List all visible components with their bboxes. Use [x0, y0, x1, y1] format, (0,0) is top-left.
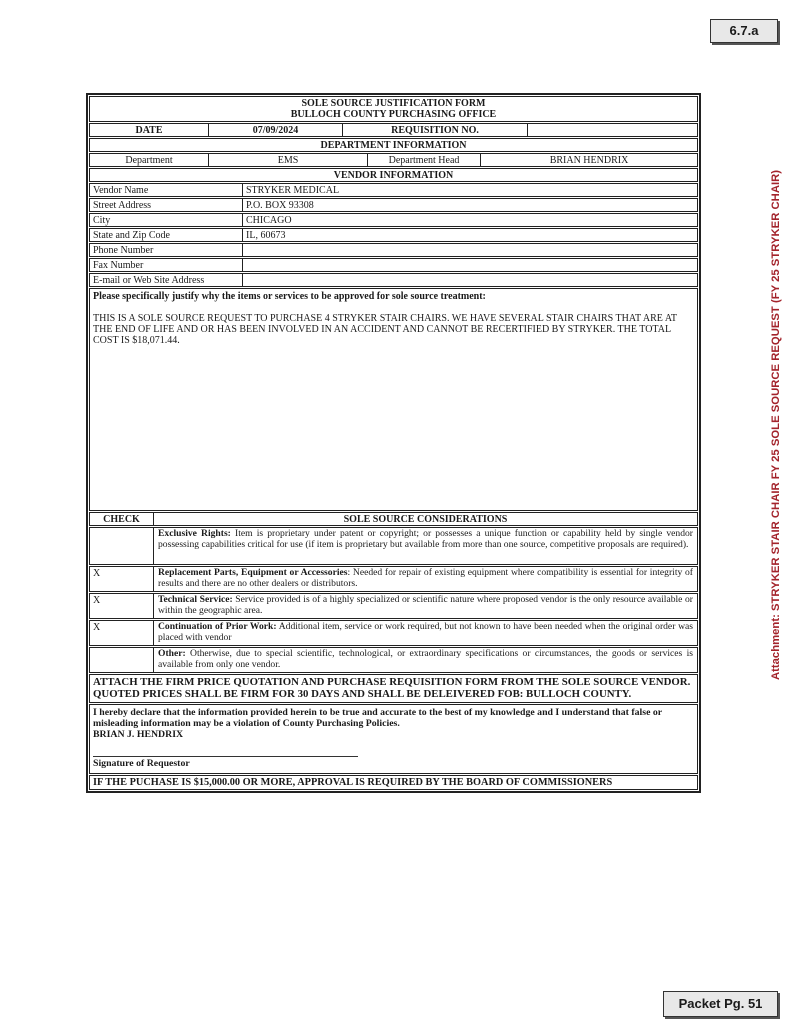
vendor-label: Phone Number — [90, 244, 243, 256]
consideration-title: Exclusive Rights: — [158, 528, 231, 539]
agenda-item-badge: 6.7.a — [710, 19, 778, 43]
consideration-title: Other: — [158, 648, 186, 659]
consideration-row — [89, 593, 698, 619]
signature-label: Signature of Requestor — [93, 758, 190, 769]
declaration-text: I hereby declare that the information provided herein to be true and accurate to the best of my knowledge and I understand that false or misleading information may be a violation of County Purchasing Policies. — [93, 707, 662, 729]
vendor-value: STRYKER MEDICAL — [246, 185, 340, 196]
consideration-desc — [154, 648, 697, 672]
consideration-title: Replacement Parts, Equipment or Accessories — [158, 567, 348, 578]
vendor-row — [89, 243, 698, 257]
vendor-value — [243, 274, 697, 286]
requisition-label: REQUISITION NO. — [343, 124, 528, 136]
vendor-row — [89, 258, 698, 272]
consideration-row — [89, 527, 698, 565]
department-value: EMS — [209, 154, 368, 166]
date-row — [89, 123, 698, 137]
approval-note: IF THE PUCHASE IS $15,000.00 OR MORE, APPROVAL IS REQUIRED BY THE BOARD OF COMMISSIONERS — [89, 775, 698, 790]
vendor-label: Street Address — [90, 199, 243, 211]
consideration-desc — [154, 528, 697, 564]
date-value: 07/09/2024 — [209, 124, 343, 136]
consideration-row — [89, 620, 698, 646]
considerations-header-row — [89, 512, 698, 526]
packet-page-badge: Packet Pg. 51 — [663, 991, 778, 1017]
consideration-check — [90, 528, 154, 564]
vendor-label: City — [90, 214, 243, 226]
consideration-row — [89, 566, 698, 592]
consideration-check: X — [90, 567, 154, 591]
consideration-title: Continuation of Prior Work: — [158, 621, 277, 632]
declaration-box — [89, 704, 698, 774]
justification-text: THIS IS A SOLE SOURCE REQUEST TO PURCHASE 4 STRYKER STAIR CHAIRS. WE HAVE SEVERAL STAIR CHAIRS THAT ARE AT THE END OF LIFE AND OR HAS BEEN INVOLVED IN AN ACCIDENT AND CANNOT BE RECERTIFIED BY STRYKER. THE TOTAL COST IS $18,071.44. — [93, 313, 677, 346]
vendor-row — [89, 198, 698, 212]
consideration-text: Item is proprietary under patent or copyright; or possesses a unique function or capability held by single vendor possessing capabilities critical for use (if item is proprietary but available from more than one source, competitive proposals are required). — [158, 528, 693, 550]
date-label: DATE — [90, 124, 209, 136]
consideration-check — [90, 648, 154, 672]
vendor-value — [243, 244, 697, 256]
form-title-line2: BULLOCH COUNTY PURCHASING OFFICE — [290, 109, 497, 120]
vendor-row — [89, 228, 698, 242]
department-header: DEPARTMENT INFORMATION — [89, 138, 698, 152]
vendor-value: CHICAGO — [246, 215, 292, 226]
department-head-value: BRIAN HENDRIX — [549, 155, 629, 166]
considerations-header: SOLE SOURCE CONSIDERATIONS — [343, 514, 508, 525]
form-title-line1: SOLE SOURCE JUSTIFICATION FORM — [301, 98, 486, 109]
justification-box — [89, 288, 698, 511]
attach-note: ATTACH THE FIRM PRICE QUOTATION AND PURCHASE REQUISITION FORM FROM THE SOLE SOURCE VENDOR. QUOTED PRICES SHALL BE FIRM FOR 30 DAYS AND SHALL BE DELEIVERED FOB: BULLOCH COUNTY. — [89, 674, 698, 703]
consideration-desc — [154, 567, 697, 591]
requisition-value — [528, 124, 697, 136]
vendor-value: IL, 60673 — [246, 230, 286, 241]
vendor-row — [89, 183, 698, 197]
vendor-label: Vendor Name — [90, 184, 243, 196]
consideration-title: Technical Service: — [158, 594, 233, 605]
vendor-row — [89, 213, 698, 227]
vendor-row — [89, 273, 698, 287]
signature-line — [93, 756, 358, 757]
consideration-check: X — [90, 594, 154, 618]
form-title — [89, 96, 698, 122]
department-label: Department — [90, 154, 209, 166]
vendor-value — [243, 259, 697, 271]
vendor-value: P.O. BOX 93308 — [246, 200, 314, 211]
check-header: CHECK — [90, 513, 154, 525]
consideration-desc — [154, 594, 697, 618]
attachment-text: Attachment: STRYKER STAIR CHAIR FY 25 SOLE SOURCE REQUEST (FY 25 STRYKER CHAIR) — [770, 169, 782, 681]
justification-prompt: Please specifically justify why the items or services to be approved for sole source treatment: — [93, 291, 486, 302]
vendor-label: E-mail or Web Site Address — [90, 274, 243, 286]
vendor-header: VENDOR INFORMATION — [89, 168, 698, 182]
consideration-text: : Needed for repair of existing equipment where compatibility is essential for integrity of results and there are no other dealers or distributors. — [158, 567, 693, 589]
vendor-label: Fax Number — [90, 259, 243, 271]
consideration-text: Otherwise, due to special scientific, technological, or extraordinary specifications or circumstances, the goods or services is available from only one vendor. — [158, 648, 693, 670]
department-head-label: Department Head — [368, 154, 481, 166]
consideration-text: Service provided is of a highly specialized or scientific nature where proposed vendor is the only resource available or within the geographic area. — [158, 594, 694, 616]
department-row — [89, 153, 698, 167]
consideration-text: Additional item, service or work required, but not known to have been needed when the original order was placed with vendor — [158, 621, 693, 643]
vendor-label: State and Zip Code — [90, 229, 243, 241]
sole-source-form — [86, 93, 701, 793]
requestor-name: BRIAN J. HENDRIX — [93, 729, 184, 740]
consideration-desc — [154, 621, 697, 645]
consideration-row — [89, 647, 698, 673]
consideration-check: X — [90, 621, 154, 645]
